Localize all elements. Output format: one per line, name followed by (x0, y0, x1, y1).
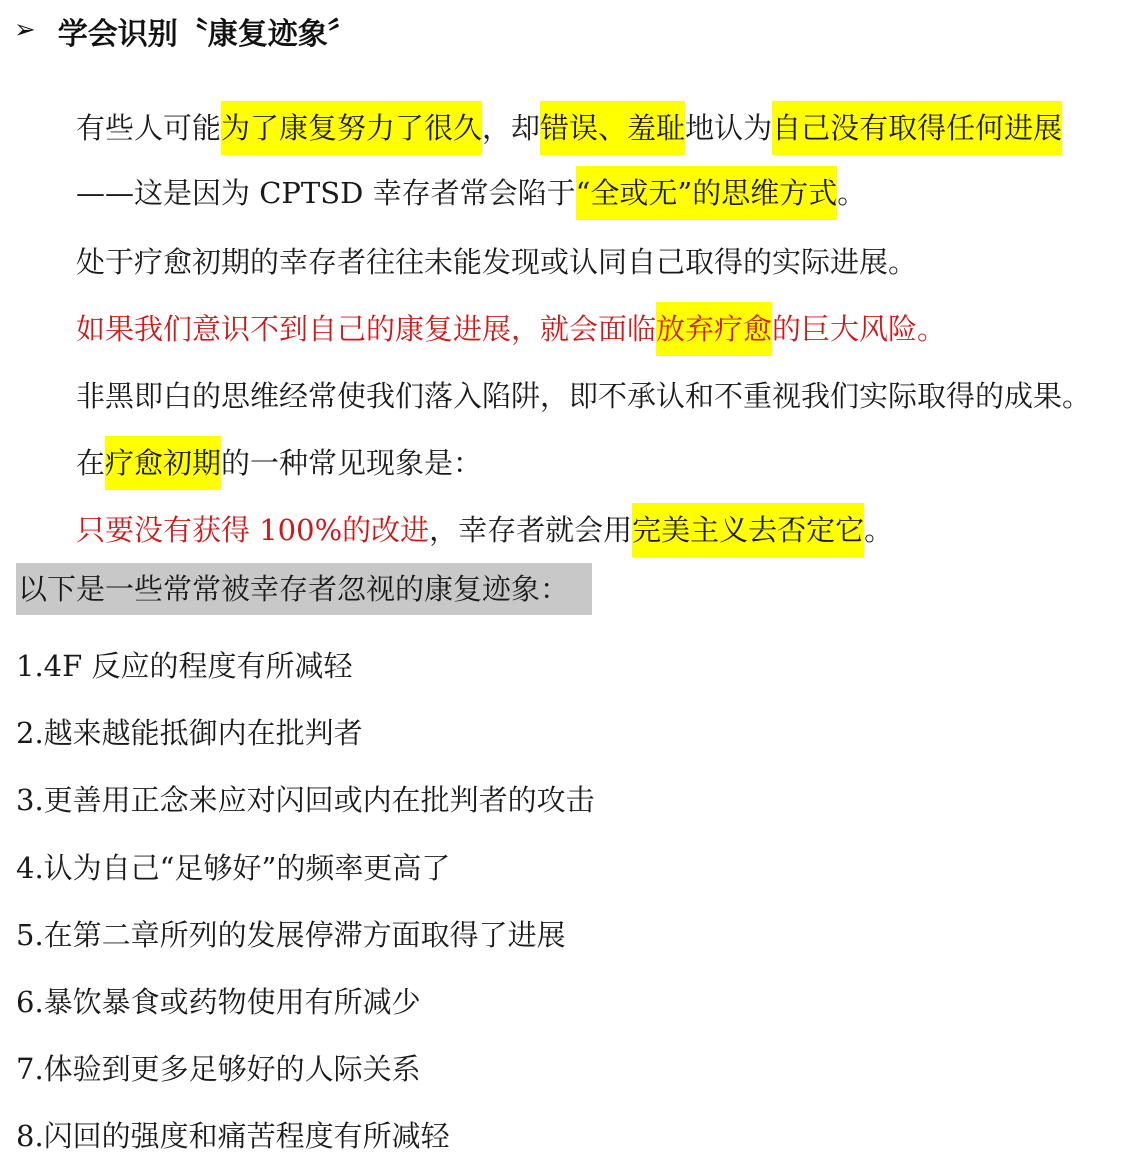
highlighted-text: “全或无”的思维方式 (576, 166, 838, 220)
paragraph-line-6 (76, 436, 482, 490)
highlighted-text: 为了康复努力了很久 (221, 101, 482, 155)
highlighted-text: 疗愈初期 (105, 436, 221, 490)
text-run: ，却 (482, 111, 541, 145)
list-item: 8.闪回的强度和痛苦程度有所减轻 (16, 1119, 450, 1153)
paragraph-line-4 (76, 302, 946, 356)
summary-banner: 以下是一些常常被幸存者忽视的康复迹象： (16, 563, 592, 615)
list-item: 5.在第二章所列的发展停滞方面取得了进展 (16, 918, 566, 952)
list-item: 7.体验到更多足够好的人际关系 (16, 1052, 421, 1086)
text-run: 。 (864, 513, 894, 547)
list-item: 6.暴饮暴食或药物使用有所减少 (16, 985, 421, 1019)
paragraph-line-3: 处于疗愈初期的幸存者往往未能发现或认同自己取得的实际进展。 (76, 245, 918, 279)
list-item: 2.越来越能抵御内在批判者 (16, 716, 363, 750)
list-item: 4.认为自己“足够好”的频率更高了 (16, 851, 451, 885)
list-item: 1.4F 反应的程度有所减轻 (16, 649, 353, 683)
list-item: 3.更善用正念来应对闪回或内在批判者的攻击 (16, 783, 595, 817)
red-text: 的巨大风险。 (772, 312, 947, 346)
text-run: 地认为 (685, 111, 773, 145)
text-run: ——这是因为 CPTSD 幸存者常会陷于 (76, 176, 576, 210)
highlighted-red-text: 放弃疗愈 (656, 302, 772, 356)
text-run: 。 (837, 176, 867, 210)
section-heading (14, 8, 358, 54)
red-text: 如果我们意识不到自己的康复进展，就会面临 (76, 312, 657, 346)
highlighted-text: 自己没有取得任何进展 (772, 101, 1062, 155)
section-heading-text: 学会识别〝康复迹象〞 (57, 17, 358, 52)
highlighted-text: 错误、羞耻 (540, 101, 685, 155)
text-run: ，幸存者就会用 (429, 513, 633, 547)
highlighted-text: 完美主义去否定它 (632, 503, 864, 557)
paragraph-line-5: 非黑即白的思维经常使我们落入陷阱，即不承认和不重视我们实际取得的成果。 (76, 379, 1092, 413)
paragraph-line-7 (76, 503, 893, 557)
red-text: 只要没有获得 100%的改进 (76, 513, 430, 547)
text-run: 的一种常见现象是： (221, 446, 483, 480)
paragraph-line-1 (76, 101, 1062, 155)
text-run: 在 (76, 446, 106, 480)
text-run: 有些人可能 (76, 111, 222, 145)
arrow-bullet-icon: ➢ (14, 15, 36, 45)
paragraph-line-2 (76, 166, 866, 220)
